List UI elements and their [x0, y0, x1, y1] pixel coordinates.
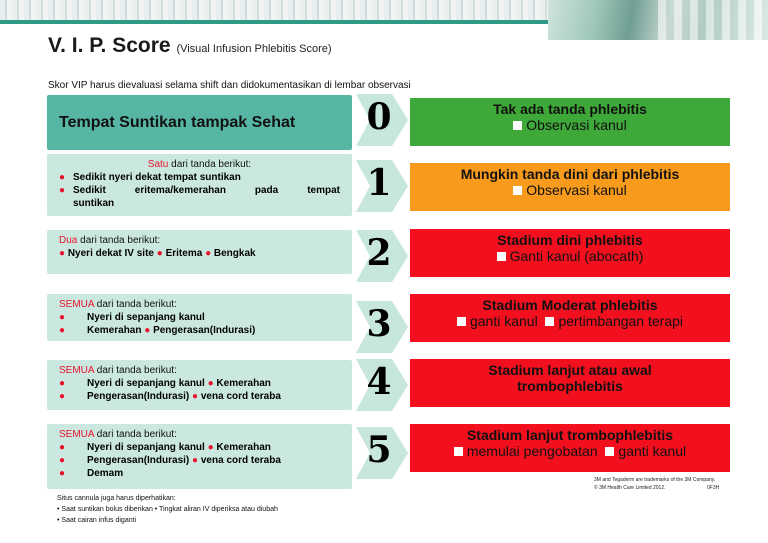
right-box-score-4-title-line1: Stadium lanjut atau awal: [488, 362, 652, 378]
list-item: ● Pengerasan(Indurasi) ● vena cord teraba: [59, 455, 281, 466]
list-item: ● Kemerahan ● Pengerasan(Indurasi): [59, 325, 256, 336]
right-box-score-2: [410, 229, 730, 277]
header-accent-bar: [0, 20, 548, 24]
right-box-score-5: [410, 424, 730, 472]
right-box-score-3-actions: ganti kanul pertimbangan terapi: [410, 313, 730, 329]
list-item: ● Sedikit nyeri dekat tempat suntikan: [59, 172, 241, 183]
left-box-score-2-head: Dua dari tanda berikut:: [59, 235, 161, 246]
left-box-score-1-head: Satu dari tanda berikut:: [147, 159, 252, 170]
checkbox-square-icon: [497, 252, 506, 261]
list-item: ● Nyeri dekat IV site ● Eritema ● Bengkak: [59, 248, 256, 259]
checkbox-square-icon: [605, 447, 614, 456]
score-number-4: 4: [366, 361, 392, 403]
footer-notes: [57, 494, 278, 527]
intro-text: Skor VIP harus dievaluasi selama shift dan didokumentasikan di lembar observasi: [48, 80, 411, 91]
legal-line: 3M and Tegaderm are trademarks of the 3M Company.: [594, 477, 716, 483]
score-chevron-1: [356, 160, 408, 212]
checkbox-square-icon: [513, 186, 522, 195]
right-box-score-5-actions: memulai pengobatan ganti kanul: [410, 443, 730, 459]
page-title-main: V. I. P. Score: [48, 34, 171, 57]
left-box-score-3: [47, 294, 352, 341]
score-chevron-2: [356, 230, 408, 282]
left-box-score-4: [47, 360, 352, 410]
footer-note-line: • Saat suntikan bolus diberikan • Tingkat aliran IV diperiksa atau diubah: [57, 505, 278, 513]
score-chevron-5: [356, 427, 408, 479]
score-number-3: 3: [366, 303, 392, 345]
right-box-score-0-title: Tak ada tanda phlebitis: [493, 101, 647, 117]
score-number-5: 5: [366, 429, 392, 471]
right-box-score-3: [410, 294, 730, 342]
checkbox-square-icon: [454, 447, 463, 456]
list-item: ● Nyeri di sepanjang kanul: [59, 312, 205, 323]
page-subtitle: (Visual Infusion Phlebitis Score): [176, 43, 332, 55]
document-code: 0F3H: [707, 485, 720, 491]
score-number-0: 0: [366, 96, 392, 138]
left-box-score-5: [47, 424, 352, 489]
left-box-score-3-head: SEMUA dari tanda berikut:: [59, 299, 177, 310]
right-box-score-4-title-line2: trombophlebitis: [517, 378, 623, 395]
checkbox-square-icon: [513, 121, 522, 130]
right-box-score-4: [410, 359, 730, 407]
score-chevron-4: [356, 359, 408, 411]
list-item: ● Sedikit eritema/kemerahan pada tempat: [59, 185, 340, 196]
right-box-score-1-action: Observasi kanul: [410, 182, 730, 198]
list-item: ● Nyeri di sepanjang kanul ● Kemerahan: [59, 378, 271, 389]
left-box-score-4-head: SEMUA dari tanda berikut:: [59, 365, 177, 376]
list-item: ● Nyeri di sepanjang kanul ● Kemerahan: [59, 442, 271, 453]
legal-notice: [594, 477, 715, 492]
left-box-score-5-head: SEMUA dari tanda berikut:: [59, 429, 177, 440]
list-item: ● Pengerasan(Indurasi) ● vena cord teraba: [59, 391, 281, 402]
right-box-score-1: [410, 163, 730, 211]
left-box-score-0-text: Tempat Suntikan tampak Sehat: [59, 114, 296, 131]
header-stripes: [0, 0, 548, 20]
left-box-score-1: [47, 154, 352, 216]
score-chevron-0: [356, 94, 408, 146]
right-box-score-0: [410, 98, 730, 146]
score-number-2: 2: [366, 232, 392, 274]
left-box-score-0: [47, 95, 352, 150]
score-number-1: 1: [366, 162, 392, 204]
checkbox-square-icon: [457, 317, 466, 326]
legal-line: © 3M Health Care Limited 2012.: [594, 484, 666, 491]
right-box-score-1-title: Mungkin tanda dini dari phlebitis: [460, 166, 680, 182]
list-item: ● Demam: [59, 468, 124, 479]
page-title: [48, 34, 332, 58]
right-box-score-5-title: Stadium lanjut trombophlebitis: [466, 427, 674, 443]
header-photo: [548, 0, 768, 40]
footer-note-line: Situs cannula juga harus diperhatikan:: [57, 495, 176, 502]
right-box-score-2-title: Stadium dini phlebitis: [497, 232, 643, 248]
right-box-score-2-action: Ganti kanul (abocath): [410, 248, 730, 264]
score-chevron-3: [356, 301, 408, 353]
header-photo-mosaic: [658, 0, 768, 40]
checkbox-square-icon: [545, 317, 554, 326]
left-box-score-2: [47, 230, 352, 274]
right-box-score-3-title: Stadium Moderat phlebitis: [482, 297, 658, 313]
list-item-continuation: suntikan: [73, 198, 115, 209]
footer-note-line: • Saat cairan infus diganti: [57, 516, 137, 524]
right-box-score-0-action: Observasi kanul: [410, 117, 730, 133]
